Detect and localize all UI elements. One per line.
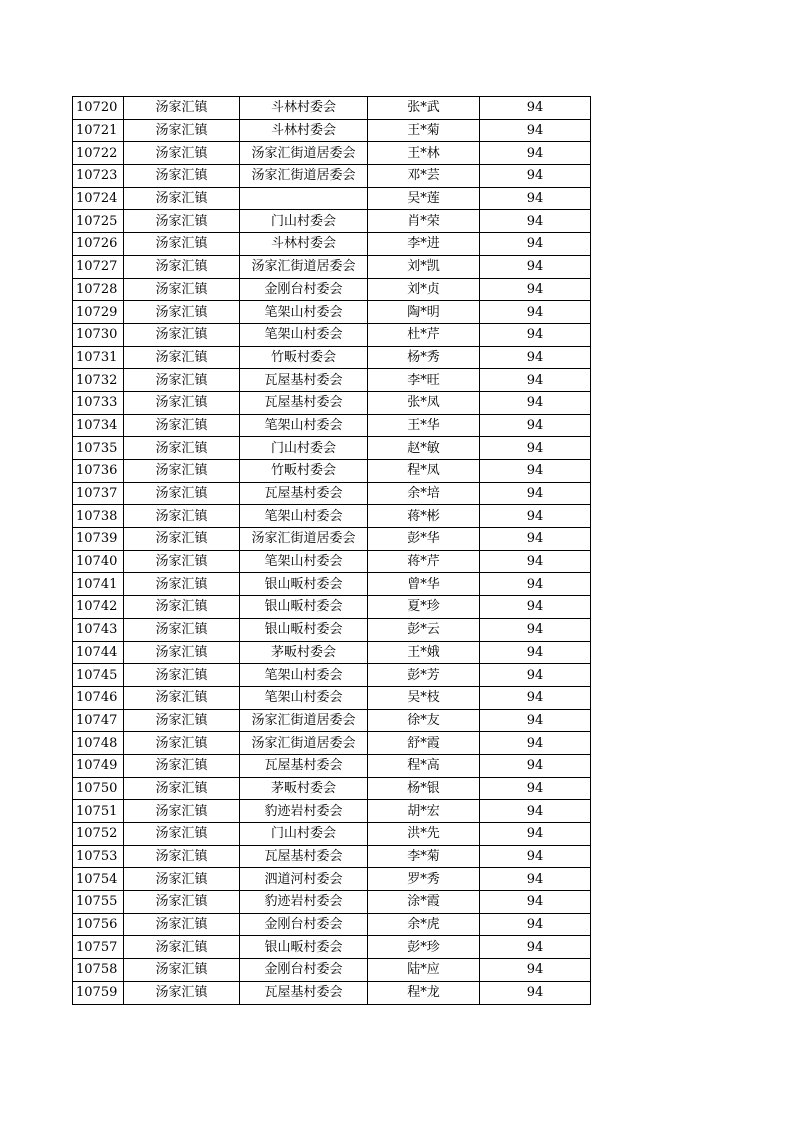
row-id-cell: 10753 [73, 845, 124, 868]
table-row [73, 664, 591, 687]
row-id-cell: 10732 [73, 369, 124, 392]
score-cell: 94 [480, 369, 591, 392]
unit-cell: 银山畈村委会 [240, 936, 368, 959]
score-cell: 94 [480, 391, 591, 414]
unit-cell: 瓦屋基村委会 [240, 391, 368, 414]
row-id-cell: 10741 [73, 573, 124, 596]
unit-cell: 豹迹岩村委会 [240, 800, 368, 823]
name-cell: 杜*芹 [368, 323, 480, 346]
town-cell: 汤家汇镇 [124, 210, 240, 233]
table-row [73, 187, 591, 210]
unit-cell [240, 187, 368, 210]
table-row [73, 550, 591, 573]
unit-cell: 汤家汇街道居委会 [240, 142, 368, 165]
table-row [73, 482, 591, 505]
row-id-cell: 10730 [73, 323, 124, 346]
score-cell: 94 [480, 301, 591, 324]
score-cell: 94 [480, 936, 591, 959]
name-cell: 洪*先 [368, 823, 480, 846]
table-row [73, 709, 591, 732]
score-cell: 94 [480, 891, 591, 914]
table-row [73, 777, 591, 800]
town-cell: 汤家汇镇 [124, 641, 240, 664]
row-id-cell: 10739 [73, 528, 124, 551]
unit-cell: 银山畈村委会 [240, 573, 368, 596]
name-cell: 程*高 [368, 754, 480, 777]
town-cell: 汤家汇镇 [124, 981, 240, 1004]
score-cell: 94 [480, 119, 591, 142]
town-cell: 汤家汇镇 [124, 664, 240, 687]
table-row [73, 255, 591, 278]
town-cell: 汤家汇镇 [124, 709, 240, 732]
row-id-cell: 10747 [73, 709, 124, 732]
name-cell: 彭*珍 [368, 936, 480, 959]
name-cell: 罗*秀 [368, 868, 480, 891]
table-row [73, 346, 591, 369]
name-cell: 彭*云 [368, 618, 480, 641]
table-row [73, 868, 591, 891]
score-cell: 94 [480, 845, 591, 868]
table-row [73, 460, 591, 483]
name-cell: 王*娥 [368, 641, 480, 664]
table-row [73, 641, 591, 664]
town-cell: 汤家汇镇 [124, 800, 240, 823]
name-cell: 程*龙 [368, 981, 480, 1004]
score-cell: 94 [480, 460, 591, 483]
table-row [73, 800, 591, 823]
name-cell: 李*旺 [368, 369, 480, 392]
town-cell: 汤家汇镇 [124, 754, 240, 777]
town-cell: 汤家汇镇 [124, 323, 240, 346]
town-cell: 汤家汇镇 [124, 369, 240, 392]
unit-cell: 泗道河村委会 [240, 868, 368, 891]
unit-cell: 斗林村委会 [240, 233, 368, 256]
score-cell: 94 [480, 210, 591, 233]
table-row [73, 528, 591, 551]
unit-cell: 门山村委会 [240, 437, 368, 460]
name-cell: 余*虎 [368, 913, 480, 936]
town-cell: 汤家汇镇 [124, 573, 240, 596]
score-cell: 94 [480, 664, 591, 687]
town-cell: 汤家汇镇 [124, 550, 240, 573]
row-id-cell: 10733 [73, 391, 124, 414]
score-cell: 94 [480, 823, 591, 846]
row-id-cell: 10746 [73, 686, 124, 709]
table-row [73, 323, 591, 346]
town-cell: 汤家汇镇 [124, 437, 240, 460]
town-cell: 汤家汇镇 [124, 823, 240, 846]
name-cell: 陶*明 [368, 301, 480, 324]
unit-cell: 金刚台村委会 [240, 913, 368, 936]
row-id-cell: 10721 [73, 119, 124, 142]
score-cell: 94 [480, 528, 591, 551]
score-cell: 94 [480, 233, 591, 256]
town-cell: 汤家汇镇 [124, 528, 240, 551]
town-cell: 汤家汇镇 [124, 482, 240, 505]
score-cell: 94 [480, 686, 591, 709]
town-cell: 汤家汇镇 [124, 732, 240, 755]
name-cell: 刘*贞 [368, 278, 480, 301]
town-cell: 汤家汇镇 [124, 414, 240, 437]
unit-cell: 瓦屋基村委会 [240, 482, 368, 505]
unit-cell: 斗林村委会 [240, 119, 368, 142]
unit-cell: 笔架山村委会 [240, 664, 368, 687]
name-cell: 王*华 [368, 414, 480, 437]
name-cell: 程*凤 [368, 460, 480, 483]
unit-cell: 金刚台村委会 [240, 959, 368, 982]
row-id-cell: 10729 [73, 301, 124, 324]
score-cell: 94 [480, 142, 591, 165]
name-cell: 余*培 [368, 482, 480, 505]
table-row [73, 210, 591, 233]
name-cell: 吴*莲 [368, 187, 480, 210]
unit-cell: 银山畈村委会 [240, 596, 368, 619]
score-cell: 94 [480, 437, 591, 460]
town-cell: 汤家汇镇 [124, 391, 240, 414]
score-cell: 94 [480, 278, 591, 301]
town-cell: 汤家汇镇 [124, 460, 240, 483]
town-cell: 汤家汇镇 [124, 505, 240, 528]
town-cell: 汤家汇镇 [124, 187, 240, 210]
name-cell: 王*林 [368, 142, 480, 165]
town-cell: 汤家汇镇 [124, 959, 240, 982]
score-cell: 94 [480, 800, 591, 823]
score-cell: 94 [480, 187, 591, 210]
table-row [73, 505, 591, 528]
name-cell: 李*菊 [368, 845, 480, 868]
town-cell: 汤家汇镇 [124, 936, 240, 959]
row-id-cell: 10722 [73, 142, 124, 165]
name-cell: 彭*芳 [368, 664, 480, 687]
row-id-cell: 10757 [73, 936, 124, 959]
unit-cell: 茅畈村委会 [240, 641, 368, 664]
table-row [73, 823, 591, 846]
town-cell: 汤家汇镇 [124, 346, 240, 369]
row-id-cell: 10724 [73, 187, 124, 210]
row-id-cell: 10728 [73, 278, 124, 301]
name-cell: 曾*华 [368, 573, 480, 596]
name-cell: 徐*友 [368, 709, 480, 732]
score-cell: 94 [480, 618, 591, 641]
town-cell: 汤家汇镇 [124, 891, 240, 914]
score-cell: 94 [480, 255, 591, 278]
town-cell: 汤家汇镇 [124, 868, 240, 891]
row-id-cell: 10738 [73, 505, 124, 528]
row-id-cell: 10756 [73, 913, 124, 936]
unit-cell: 汤家汇街道居委会 [240, 732, 368, 755]
score-cell: 94 [480, 754, 591, 777]
name-cell: 赵*敏 [368, 437, 480, 460]
name-cell: 张*凤 [368, 391, 480, 414]
table-row [73, 142, 591, 165]
score-cell: 94 [480, 709, 591, 732]
name-cell: 刘*凯 [368, 255, 480, 278]
name-cell: 张*武 [368, 97, 480, 120]
town-cell: 汤家汇镇 [124, 142, 240, 165]
unit-cell: 笔架山村委会 [240, 301, 368, 324]
score-cell: 94 [480, 482, 591, 505]
unit-cell: 笔架山村委会 [240, 414, 368, 437]
row-id-cell: 10759 [73, 981, 124, 1004]
row-id-cell: 10751 [73, 800, 124, 823]
row-id-cell: 10727 [73, 255, 124, 278]
score-cell: 94 [480, 573, 591, 596]
row-id-cell: 10750 [73, 777, 124, 800]
row-id-cell: 10752 [73, 823, 124, 846]
score-cell: 94 [480, 97, 591, 120]
town-cell: 汤家汇镇 [124, 845, 240, 868]
table-row [73, 165, 591, 188]
table-row [73, 891, 591, 914]
town-cell: 汤家汇镇 [124, 618, 240, 641]
table-row [73, 754, 591, 777]
name-cell: 胡*宏 [368, 800, 480, 823]
name-cell: 夏*珍 [368, 596, 480, 619]
score-cell: 94 [480, 346, 591, 369]
town-cell: 汤家汇镇 [124, 596, 240, 619]
score-cell: 94 [480, 641, 591, 664]
row-id-cell: 10737 [73, 482, 124, 505]
unit-cell: 门山村委会 [240, 823, 368, 846]
table-row [73, 981, 591, 1004]
row-id-cell: 10726 [73, 233, 124, 256]
table-row [73, 845, 591, 868]
unit-cell: 金刚台村委会 [240, 278, 368, 301]
table-row [73, 301, 591, 324]
row-id-cell: 10758 [73, 959, 124, 982]
unit-cell: 汤家汇街道居委会 [240, 528, 368, 551]
row-id-cell: 10735 [73, 437, 124, 460]
table-row [73, 369, 591, 392]
score-cell: 94 [480, 414, 591, 437]
name-cell: 蒋*芹 [368, 550, 480, 573]
row-id-cell: 10745 [73, 664, 124, 687]
unit-cell: 汤家汇街道居委会 [240, 709, 368, 732]
row-id-cell: 10731 [73, 346, 124, 369]
score-cell: 94 [480, 550, 591, 573]
town-cell: 汤家汇镇 [124, 686, 240, 709]
unit-cell: 竹畈村委会 [240, 460, 368, 483]
town-cell: 汤家汇镇 [124, 165, 240, 188]
name-cell: 彭*华 [368, 528, 480, 551]
town-cell: 汤家汇镇 [124, 913, 240, 936]
name-cell: 涂*霞 [368, 891, 480, 914]
unit-cell: 汤家汇街道居委会 [240, 255, 368, 278]
unit-cell: 瓦屋基村委会 [240, 845, 368, 868]
name-cell: 王*菊 [368, 119, 480, 142]
score-cell: 94 [480, 505, 591, 528]
unit-cell: 笔架山村委会 [240, 550, 368, 573]
score-cell: 94 [480, 981, 591, 1004]
data-table [72, 96, 591, 1005]
town-cell: 汤家汇镇 [124, 233, 240, 256]
table-row [73, 936, 591, 959]
score-cell: 94 [480, 323, 591, 346]
row-id-cell: 10743 [73, 618, 124, 641]
name-cell: 陆*应 [368, 959, 480, 982]
name-cell: 舒*霞 [368, 732, 480, 755]
table-row [73, 278, 591, 301]
row-id-cell: 10754 [73, 868, 124, 891]
table-row [73, 686, 591, 709]
row-id-cell: 10742 [73, 596, 124, 619]
table-row [73, 959, 591, 982]
name-cell: 吴*枝 [368, 686, 480, 709]
name-cell: 杨*秀 [368, 346, 480, 369]
unit-cell: 斗林村委会 [240, 97, 368, 120]
row-id-cell: 10725 [73, 210, 124, 233]
score-cell: 94 [480, 732, 591, 755]
row-id-cell: 10740 [73, 550, 124, 573]
unit-cell: 汤家汇街道居委会 [240, 165, 368, 188]
table-row [73, 618, 591, 641]
town-cell: 汤家汇镇 [124, 301, 240, 324]
name-cell: 邓*芸 [368, 165, 480, 188]
score-cell: 94 [480, 777, 591, 800]
table-row [73, 913, 591, 936]
table-row [73, 119, 591, 142]
table-row [73, 97, 591, 120]
row-id-cell: 10723 [73, 165, 124, 188]
score-cell: 94 [480, 913, 591, 936]
town-cell: 汤家汇镇 [124, 97, 240, 120]
unit-cell: 茅畈村委会 [240, 777, 368, 800]
row-id-cell: 10749 [73, 754, 124, 777]
table-row [73, 596, 591, 619]
score-cell: 94 [480, 959, 591, 982]
row-id-cell: 10720 [73, 97, 124, 120]
unit-cell: 门山村委会 [240, 210, 368, 233]
town-cell: 汤家汇镇 [124, 777, 240, 800]
town-cell: 汤家汇镇 [124, 255, 240, 278]
unit-cell: 笔架山村委会 [240, 686, 368, 709]
row-id-cell: 10755 [73, 891, 124, 914]
name-cell: 蒋*彬 [368, 505, 480, 528]
table-row [73, 414, 591, 437]
row-id-cell: 10748 [73, 732, 124, 755]
unit-cell: 瓦屋基村委会 [240, 981, 368, 1004]
table-body [73, 97, 591, 1005]
unit-cell: 豹迹岩村委会 [240, 891, 368, 914]
score-cell: 94 [480, 596, 591, 619]
town-cell: 汤家汇镇 [124, 278, 240, 301]
unit-cell: 瓦屋基村委会 [240, 754, 368, 777]
table-row [73, 437, 591, 460]
score-cell: 94 [480, 868, 591, 891]
table-row [73, 233, 591, 256]
row-id-cell: 10744 [73, 641, 124, 664]
unit-cell: 笔架山村委会 [240, 323, 368, 346]
unit-cell: 竹畈村委会 [240, 346, 368, 369]
town-cell: 汤家汇镇 [124, 119, 240, 142]
row-id-cell: 10734 [73, 414, 124, 437]
unit-cell: 银山畈村委会 [240, 618, 368, 641]
table-row [73, 732, 591, 755]
name-cell: 杨*银 [368, 777, 480, 800]
table-row [73, 573, 591, 596]
unit-cell: 笔架山村委会 [240, 505, 368, 528]
name-cell: 李*进 [368, 233, 480, 256]
table-row [73, 391, 591, 414]
name-cell: 肖*荣 [368, 210, 480, 233]
score-cell: 94 [480, 165, 591, 188]
unit-cell: 瓦屋基村委会 [240, 369, 368, 392]
row-id-cell: 10736 [73, 460, 124, 483]
